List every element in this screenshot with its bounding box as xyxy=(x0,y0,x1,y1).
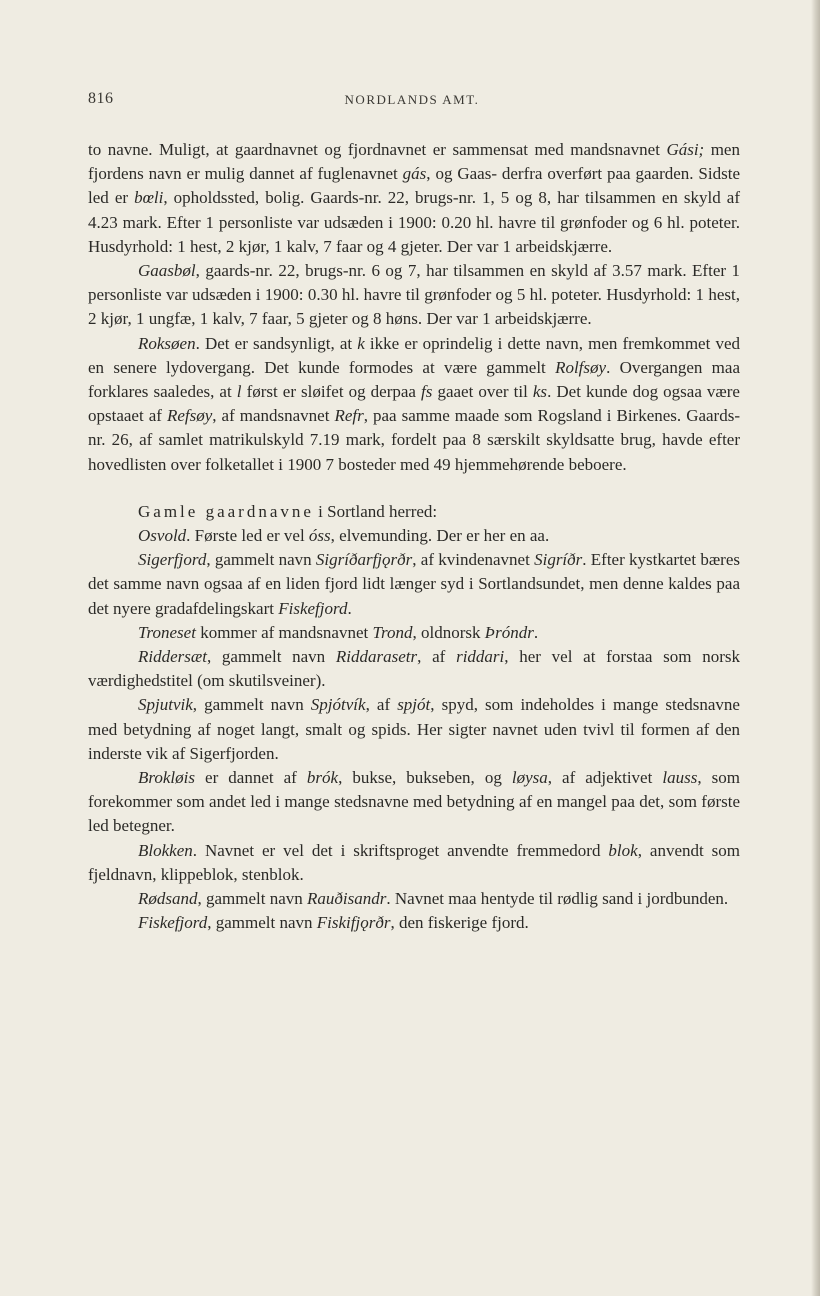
italic-term: Refr xyxy=(334,406,364,426)
italic-term: Gási; xyxy=(666,140,705,159)
italic-term: Riddersæt xyxy=(138,647,207,667)
paragraph xyxy=(88,524,740,548)
text-run: , den fiskerige fjord. xyxy=(390,913,529,933)
body-text xyxy=(88,138,740,936)
text-run: først er sløifet og derpaa xyxy=(241,382,422,402)
italic-term: spjót xyxy=(397,695,431,715)
italic-term: Brokløis xyxy=(138,768,195,788)
text-run: , gammelt navn xyxy=(207,913,317,933)
paragraph xyxy=(88,259,740,332)
text-run: . Efter kystkartet bæres det samme navn ogsaa af en liden fjord lidt længer syd i Sortlandsundet, men denne kaldes paa det nyere gradafdelingskart xyxy=(88,550,740,618)
italic-term: Roksøen xyxy=(138,333,196,353)
text-run: , oldnorsk xyxy=(412,622,485,642)
text-run: to navne. Muligt, at gaardnavnet og fjordnavnet er sammensat med mandsnavnet xyxy=(88,140,667,159)
text-run: i Sortland herred: xyxy=(313,501,438,521)
paragraph xyxy=(88,645,740,693)
text-run: kommer af mandsnavnet xyxy=(195,622,373,642)
text-run: , paa samme maade som Rogsland i Birkenes. Gaards-nr. 26, af samlet matrikulskyld 7.19 mark, fordelt paa 8 særskilt skyldsatte brug, havde efter hovedlisten over folketallet i 1900 7 bosteder med 49 hjemmehørende beboere. xyxy=(88,406,740,474)
paragraph xyxy=(88,766,740,839)
text-run: , bukse, bukseben, og xyxy=(338,768,512,788)
text-run: . Navnet er vel det i skriftsproget anvendte fremmedord xyxy=(192,840,609,860)
italic-term: Rolfsøy xyxy=(555,357,607,377)
italic-term: Troneset xyxy=(138,622,196,642)
text-run: . Navnet maa hentyde til rødlig sand i jordbunden. xyxy=(386,889,729,909)
paragraph xyxy=(88,839,740,887)
italic-term: Fiskefjord xyxy=(278,598,348,618)
italic-term: ks xyxy=(532,382,548,402)
italic-term: Rødsand xyxy=(138,889,198,909)
paragraph xyxy=(88,911,740,935)
italic-term: Sigríðr xyxy=(534,550,583,570)
italic-term: Fiskifjǫrðr xyxy=(316,913,391,933)
text-run: , af adjektivet xyxy=(547,768,663,788)
text-run: . Overgangen maa forklares saaledes, at xyxy=(88,357,740,402)
text-run: . xyxy=(347,598,352,618)
text-run: , gammelt navn xyxy=(197,889,308,909)
spaced-heading-text: Gamle gaardnavne xyxy=(138,501,314,521)
italic-term: riddari xyxy=(456,647,505,667)
paragraph xyxy=(88,693,740,766)
page-edge-shadow xyxy=(811,0,820,1296)
italic-term: k xyxy=(357,333,365,353)
text-run: . xyxy=(533,622,539,642)
text-run: , anvendt som fjeldnavn, klippeblok, stenblok. xyxy=(88,840,741,884)
italic-term: Rauðisandr xyxy=(307,889,387,909)
italic-term: lauss xyxy=(662,768,698,788)
italic-term: Spjutvik xyxy=(138,695,193,715)
page-number: 816 xyxy=(88,90,114,107)
italic-term: Blokken xyxy=(138,840,193,860)
text-run: , elvemunding. Der er her en aa. xyxy=(330,526,550,546)
text-run: . Det kunde dog ogsaa være opstaaet af xyxy=(88,382,740,426)
paragraph xyxy=(88,138,740,259)
italic-term: Sigríðarfjǫrðr xyxy=(315,550,413,570)
paragraph xyxy=(88,887,740,911)
italic-term: Sigerfjord xyxy=(138,550,207,570)
text-run: ikke er oprindelig i dette navn, men fremkommet ved en senere lydovergang. Det kunde formodes at være gammelt xyxy=(88,333,741,377)
italic-term: Riddarasetr xyxy=(335,647,418,667)
text-run: , opholdssted, bolig. Gaards-nr. 22, brugs-nr. 1, 5 og 8, har tilsammen en skyld af 4.23 mark. Efter 1 personliste var udsæden i 1900: 0.20 hl. havre til grønfoder og 6 hl. poteter. Husdyrhold: 1 hest, 2 kjør, 1 kalv, 7 faar og 4 gjeter. Der var 1 arbeidskjærre. xyxy=(88,188,740,256)
text-run: , gammelt navn xyxy=(206,647,336,667)
text-run: , spyd, som indeholdes i mange stedsnavne med betydning af noget langt, smalt og spids. Her sigter navnet uden tvivl til formen af den inderste vik af Sigerfjorden. xyxy=(88,695,740,763)
italic-term: bœli xyxy=(134,188,164,208)
italic-term: løysa xyxy=(511,768,548,788)
italic-term: Osvold xyxy=(138,526,187,546)
text-run: , og Gaas- derfra overført paa gaarden. Sidste led er xyxy=(88,164,740,208)
running-head xyxy=(88,90,736,112)
text-run: men fjordens navn er mulig dannet af fuglenavnet xyxy=(88,140,740,184)
text-run: gaaet over til xyxy=(432,382,533,402)
italic-term: Þróndr xyxy=(484,622,534,642)
text-run: , af kvindenavnet xyxy=(412,550,535,570)
italic-term: Fiskefjord xyxy=(138,913,208,933)
italic-term: brók xyxy=(306,768,339,788)
italic-term: Refsøy xyxy=(166,406,213,426)
text-run: . Det er sandsynligt, at xyxy=(195,333,358,353)
text-run: , her vel at forstaa som norsk værdighedstitel (om skutilsveiner). xyxy=(88,647,740,691)
text-run: , som forekommer som andet led i mange stedsnavne med betydning af en mangel paa det, som første led betegner. xyxy=(88,768,740,836)
italic-term: fs xyxy=(421,382,433,402)
italic-term: gás xyxy=(402,164,427,184)
italic-term: blok xyxy=(608,840,638,860)
text-run: , af xyxy=(417,647,457,667)
paragraph xyxy=(88,332,740,477)
italic-term: l xyxy=(236,382,242,402)
italic-term: óss xyxy=(308,526,331,546)
text-run: , gammelt navn xyxy=(206,550,316,570)
italic-term: Gaasbøl xyxy=(138,261,196,281)
paragraph xyxy=(88,621,740,645)
paragraph-section-heading xyxy=(88,500,740,524)
italic-term: Spjótvík xyxy=(310,695,366,715)
text-run: , af mandsnavnet xyxy=(212,406,335,426)
text-run: , af xyxy=(365,695,398,715)
text-run: , gammelt navn xyxy=(192,695,311,715)
text-run: . Første led er vel xyxy=(186,526,309,546)
paragraph xyxy=(88,548,740,621)
italic-term: Trond xyxy=(372,622,413,642)
text-run: er dannet af xyxy=(194,768,307,788)
text-run: , gaards-nr. 22, brugs-nr. 6 og 7, har tilsammen en skyld af 3.57 mark. Efter 1 personliste var udsæden i 1900: 0.30 hl. havre til grønfoder og 5 hl. poteter. Husdyrhold: 1 hest, 2 kjør, 1 ungfæ, 1 kalv, 7 faar, 5 gjeter og 8 høns. Der var 1 arbeidskjærre. xyxy=(88,261,740,329)
running-title: NORDLANDS AMT. xyxy=(344,92,480,107)
